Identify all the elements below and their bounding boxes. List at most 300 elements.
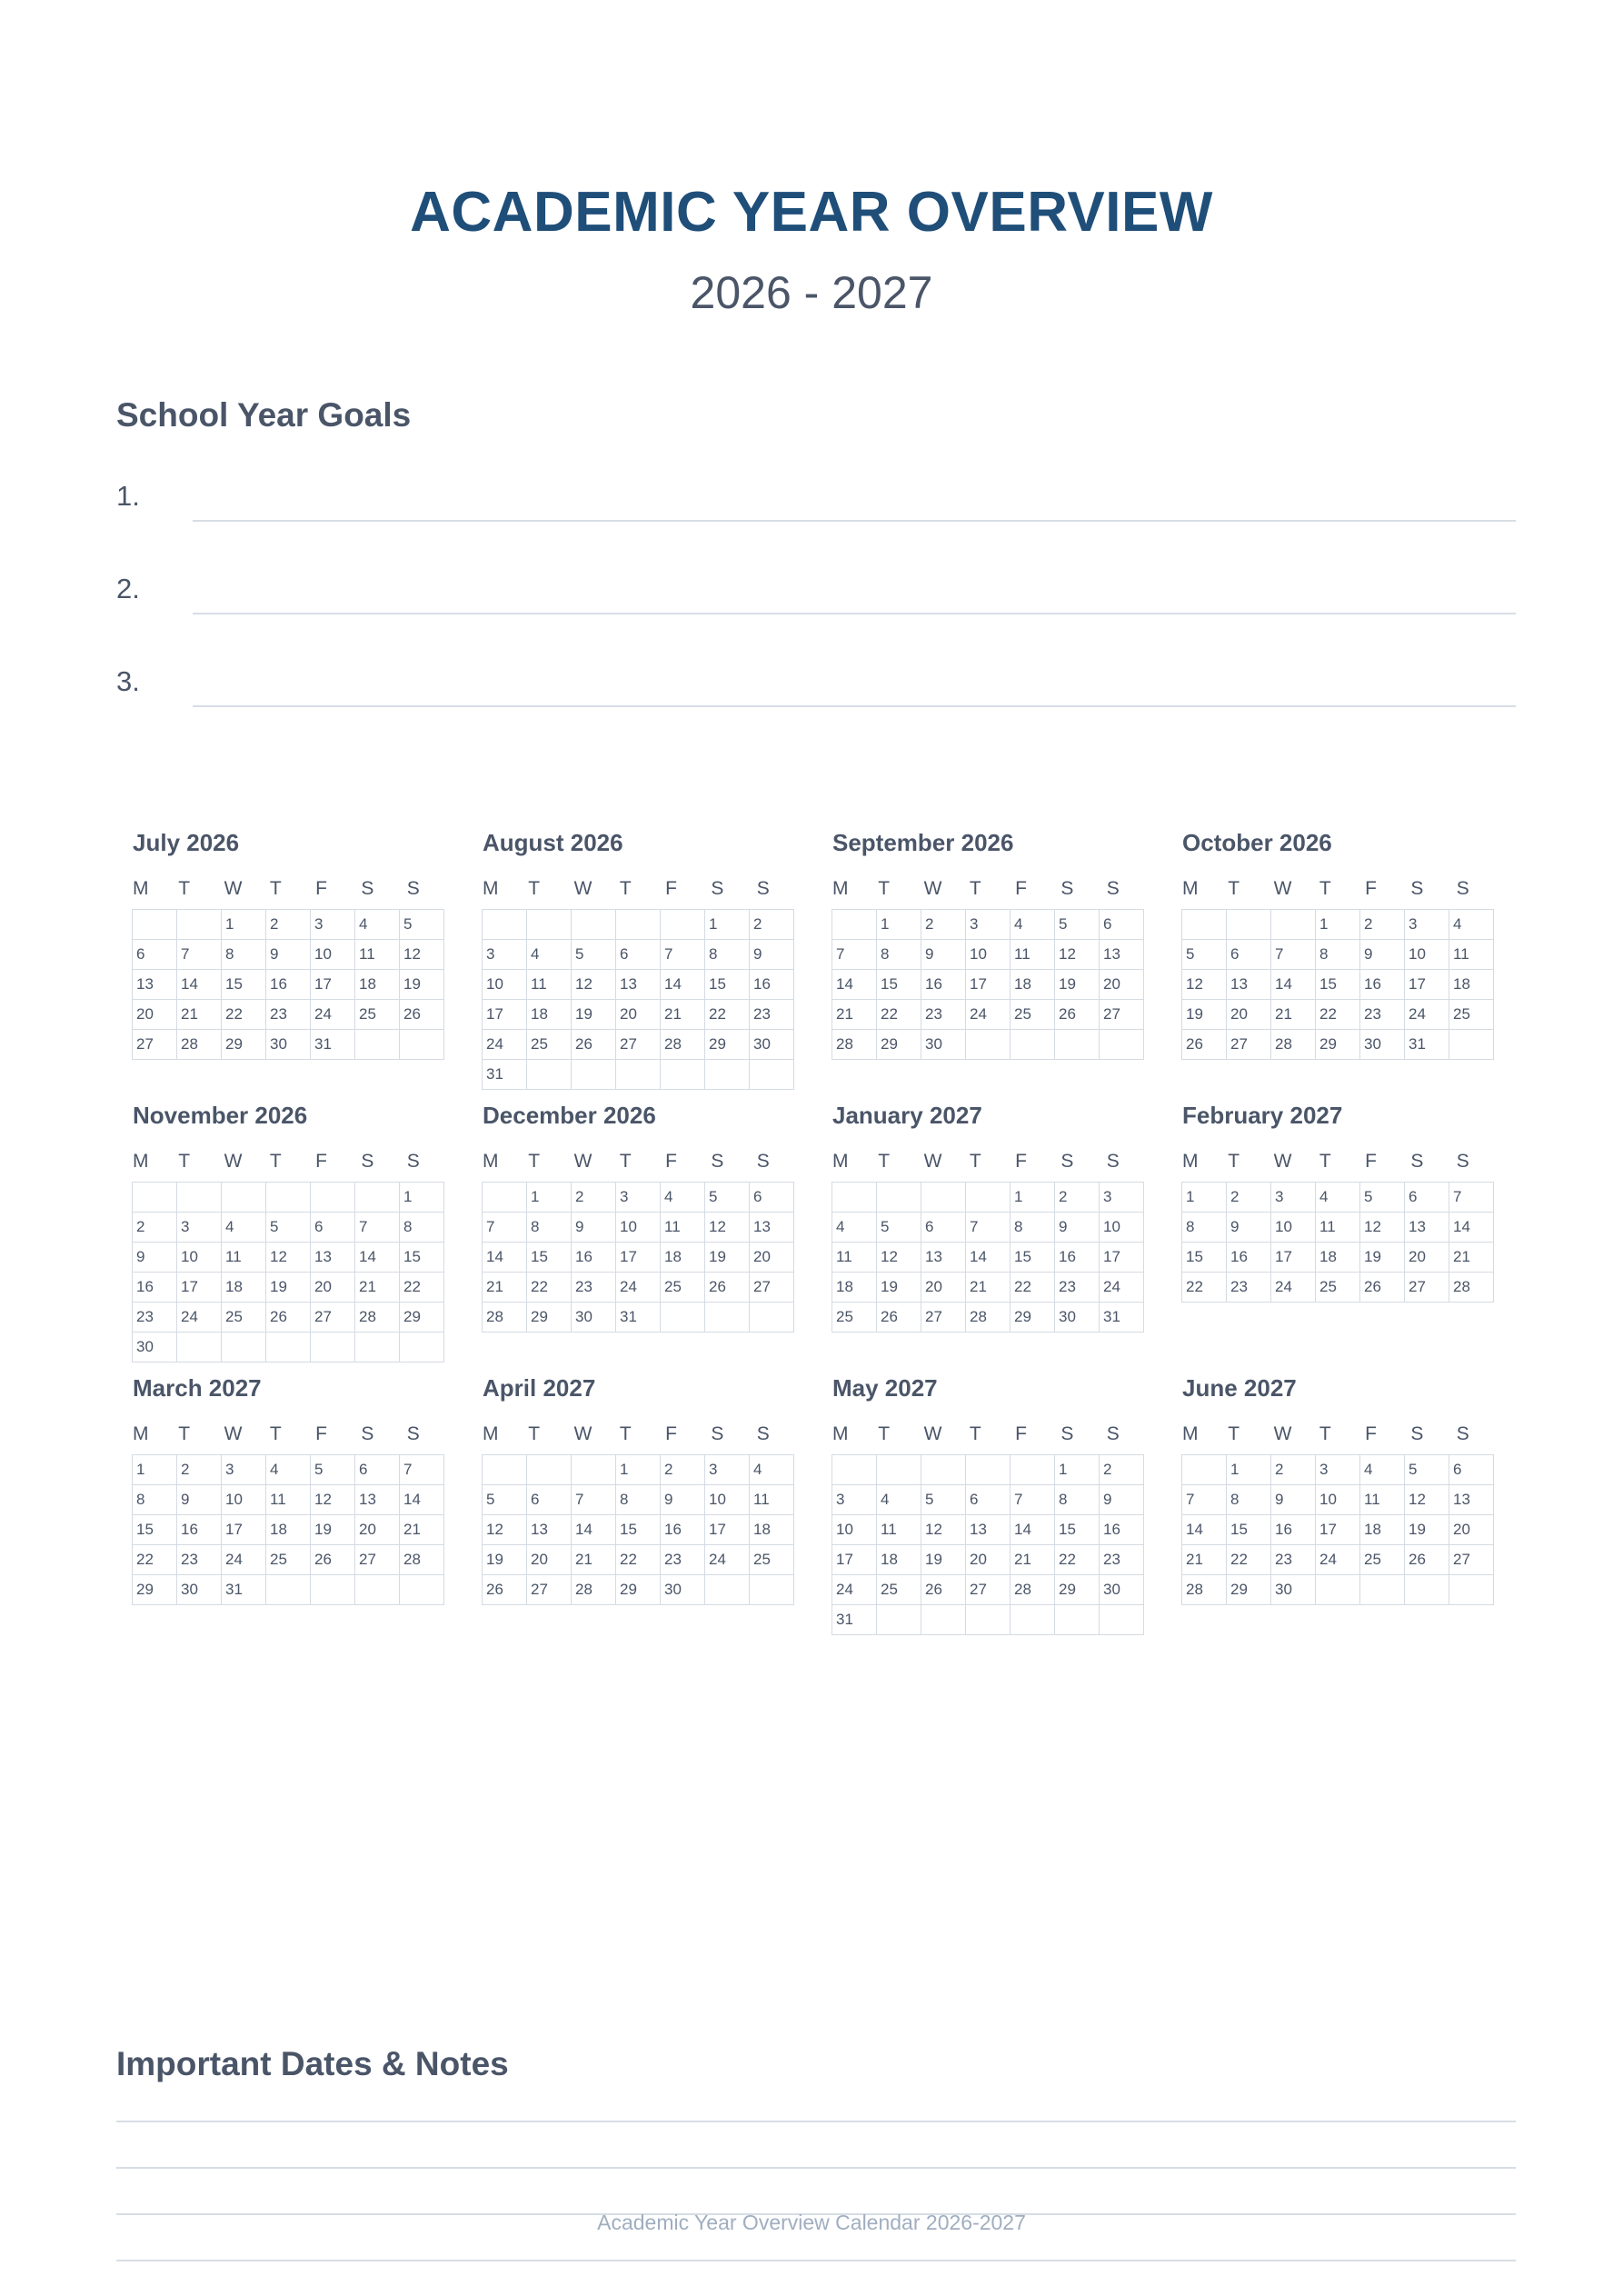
day-cell[interactable]: 29: [400, 1303, 444, 1333]
day-cell[interactable]: 6: [921, 1213, 966, 1243]
day-cell[interactable]: 8: [1055, 1485, 1100, 1515]
day-cell[interactable]: 10: [832, 1515, 877, 1545]
day-cell[interactable]: 23: [750, 1000, 794, 1030]
day-cell[interactable]: 23: [1100, 1545, 1144, 1575]
day-cell[interactable]: 30: [750, 1030, 794, 1060]
day-cell[interactable]: 22: [616, 1545, 661, 1575]
day-cell[interactable]: 12: [921, 1515, 966, 1545]
day-cell[interactable]: 20: [750, 1243, 794, 1273]
day-cell[interactable]: 3: [1100, 1183, 1144, 1213]
day-cell[interactable]: 30: [1360, 1030, 1405, 1060]
day-cell[interactable]: 23: [177, 1545, 222, 1575]
day-cell[interactable]: 17: [1271, 1243, 1316, 1273]
day-cell[interactable]: 15: [400, 1243, 444, 1273]
day-cell[interactable]: 24: [222, 1545, 266, 1575]
day-cell[interactable]: 18: [1449, 970, 1494, 1000]
day-cell[interactable]: 16: [1360, 970, 1405, 1000]
day-cell[interactable]: 11: [1449, 940, 1494, 970]
day-cell[interactable]: 5: [572, 940, 616, 970]
day-cell[interactable]: 4: [1360, 1455, 1405, 1485]
day-cell[interactable]: 14: [1271, 970, 1316, 1000]
day-cell[interactable]: 12: [311, 1485, 355, 1515]
notes-line[interactable]: [116, 2121, 1516, 2122]
day-cell[interactable]: 22: [1227, 1545, 1271, 1575]
day-cell[interactable]: 4: [355, 910, 400, 940]
day-cell[interactable]: 12: [400, 940, 444, 970]
day-cell[interactable]: 9: [177, 1485, 222, 1515]
day-cell[interactable]: 16: [1055, 1243, 1100, 1273]
day-cell[interactable]: 29: [877, 1030, 921, 1060]
day-cell[interactable]: 10: [177, 1243, 222, 1273]
day-cell[interactable]: 19: [483, 1545, 527, 1575]
day-cell[interactable]: 3: [1316, 1455, 1360, 1485]
day-cell[interactable]: 14: [1182, 1515, 1227, 1545]
day-cell[interactable]: 30: [661, 1575, 705, 1605]
day-cell[interactable]: 5: [400, 910, 444, 940]
day-cell[interactable]: 14: [1449, 1213, 1494, 1243]
day-cell[interactable]: 18: [1316, 1243, 1360, 1273]
day-cell[interactable]: 6: [1405, 1183, 1449, 1213]
day-cell[interactable]: 15: [1227, 1515, 1271, 1545]
day-cell[interactable]: 5: [266, 1213, 311, 1243]
day-cell[interactable]: 25: [1449, 1000, 1494, 1030]
day-cell[interactable]: 11: [877, 1515, 921, 1545]
day-cell[interactable]: 5: [921, 1485, 966, 1515]
day-cell[interactable]: 21: [400, 1515, 444, 1545]
day-cell[interactable]: 3: [966, 910, 1011, 940]
day-cell[interactable]: 30: [572, 1303, 616, 1333]
day-cell[interactable]: 19: [311, 1515, 355, 1545]
day-cell[interactable]: 19: [877, 1273, 921, 1303]
day-cell[interactable]: 28: [177, 1030, 222, 1060]
day-cell[interactable]: 1: [1011, 1183, 1055, 1213]
day-cell[interactable]: 2: [266, 910, 311, 940]
day-cell[interactable]: 30: [266, 1030, 311, 1060]
day-cell[interactable]: 25: [877, 1575, 921, 1605]
day-cell[interactable]: 24: [832, 1575, 877, 1605]
day-cell[interactable]: 2: [572, 1183, 616, 1213]
day-cell[interactable]: 24: [483, 1030, 527, 1060]
day-cell[interactable]: 7: [1182, 1485, 1227, 1515]
day-cell[interactable]: 27: [1405, 1273, 1449, 1303]
day-cell[interactable]: 15: [1055, 1515, 1100, 1545]
day-cell[interactable]: 27: [1100, 1000, 1144, 1030]
day-cell[interactable]: 27: [527, 1575, 572, 1605]
day-cell[interactable]: 29: [133, 1575, 177, 1605]
day-cell[interactable]: 26: [1182, 1030, 1227, 1060]
day-cell[interactable]: 9: [133, 1243, 177, 1273]
day-cell[interactable]: 26: [311, 1545, 355, 1575]
day-cell[interactable]: 2: [750, 910, 794, 940]
day-cell[interactable]: 7: [177, 940, 222, 970]
day-cell[interactable]: 13: [1227, 970, 1271, 1000]
day-cell[interactable]: 24: [1271, 1273, 1316, 1303]
day-cell[interactable]: 21: [966, 1273, 1011, 1303]
day-cell[interactable]: 25: [661, 1273, 705, 1303]
day-cell[interactable]: 3: [177, 1213, 222, 1243]
day-cell[interactable]: 2: [177, 1455, 222, 1485]
day-cell[interactable]: 28: [483, 1303, 527, 1333]
day-cell[interactable]: 16: [1227, 1243, 1271, 1273]
day-cell[interactable]: 18: [832, 1273, 877, 1303]
day-cell[interactable]: 5: [877, 1213, 921, 1243]
day-cell[interactable]: 22: [1055, 1545, 1100, 1575]
day-cell[interactable]: 26: [1405, 1545, 1449, 1575]
day-cell[interactable]: 2: [1100, 1455, 1144, 1485]
day-cell[interactable]: 26: [1360, 1273, 1405, 1303]
day-cell[interactable]: 9: [1271, 1485, 1316, 1515]
day-cell[interactable]: 8: [877, 940, 921, 970]
day-cell[interactable]: 24: [1316, 1545, 1360, 1575]
day-cell[interactable]: 17: [177, 1273, 222, 1303]
day-cell[interactable]: 27: [966, 1575, 1011, 1605]
day-cell[interactable]: 27: [1449, 1545, 1494, 1575]
goal-line[interactable]: [193, 705, 1516, 707]
day-cell[interactable]: 18: [877, 1545, 921, 1575]
day-cell[interactable]: 11: [1360, 1485, 1405, 1515]
day-cell[interactable]: 6: [311, 1213, 355, 1243]
day-cell[interactable]: 20: [311, 1273, 355, 1303]
day-cell[interactable]: 18: [266, 1515, 311, 1545]
day-cell[interactable]: 18: [1011, 970, 1055, 1000]
day-cell[interactable]: 18: [222, 1273, 266, 1303]
day-cell[interactable]: 9: [750, 940, 794, 970]
day-cell[interactable]: 15: [1316, 970, 1360, 1000]
day-cell[interactable]: 25: [527, 1030, 572, 1060]
day-cell[interactable]: 26: [483, 1575, 527, 1605]
day-cell[interactable]: 25: [1360, 1545, 1405, 1575]
day-cell[interactable]: 24: [705, 1545, 750, 1575]
day-cell[interactable]: 22: [222, 1000, 266, 1030]
day-cell[interactable]: 1: [1316, 910, 1360, 940]
day-cell[interactable]: 27: [133, 1030, 177, 1060]
day-cell[interactable]: 20: [1100, 970, 1144, 1000]
day-cell[interactable]: 19: [921, 1545, 966, 1575]
day-cell[interactable]: 19: [1182, 1000, 1227, 1030]
day-cell[interactable]: 22: [1316, 1000, 1360, 1030]
day-cell[interactable]: 6: [616, 940, 661, 970]
day-cell[interactable]: 19: [266, 1273, 311, 1303]
day-cell[interactable]: 3: [311, 910, 355, 940]
day-cell[interactable]: 13: [921, 1243, 966, 1273]
day-cell[interactable]: 21: [1011, 1545, 1055, 1575]
day-cell[interactable]: 1: [527, 1183, 572, 1213]
day-cell[interactable]: 27: [921, 1303, 966, 1333]
day-cell[interactable]: 28: [832, 1030, 877, 1060]
day-cell[interactable]: 1: [1227, 1455, 1271, 1485]
day-cell[interactable]: 17: [966, 970, 1011, 1000]
day-cell[interactable]: 9: [1055, 1213, 1100, 1243]
day-cell[interactable]: 10: [483, 970, 527, 1000]
day-cell[interactable]: 20: [355, 1515, 400, 1545]
day-cell[interactable]: 22: [705, 1000, 750, 1030]
day-cell[interactable]: 4: [832, 1213, 877, 1243]
day-cell[interactable]: 2: [661, 1455, 705, 1485]
day-cell[interactable]: 27: [1227, 1030, 1271, 1060]
day-cell[interactable]: 16: [266, 970, 311, 1000]
day-cell[interactable]: 17: [483, 1000, 527, 1030]
day-cell[interactable]: 20: [1449, 1515, 1494, 1545]
day-cell[interactable]: 19: [1360, 1243, 1405, 1273]
day-cell[interactable]: 23: [921, 1000, 966, 1030]
day-cell[interactable]: 7: [661, 940, 705, 970]
day-cell[interactable]: 30: [1100, 1575, 1144, 1605]
day-cell[interactable]: 27: [616, 1030, 661, 1060]
goal-line[interactable]: [193, 520, 1516, 522]
day-cell[interactable]: 22: [877, 1000, 921, 1030]
day-cell[interactable]: 5: [1055, 910, 1100, 940]
day-cell[interactable]: 22: [1182, 1273, 1227, 1303]
day-cell[interactable]: 14: [966, 1243, 1011, 1273]
day-cell[interactable]: 10: [1271, 1213, 1316, 1243]
day-cell[interactable]: 17: [311, 970, 355, 1000]
day-cell[interactable]: 30: [921, 1030, 966, 1060]
day-cell[interactable]: 4: [1449, 910, 1494, 940]
day-cell[interactable]: 7: [832, 940, 877, 970]
day-cell[interactable]: 7: [1271, 940, 1316, 970]
day-cell[interactable]: 20: [966, 1545, 1011, 1575]
day-cell[interactable]: 27: [750, 1273, 794, 1303]
day-cell[interactable]: 13: [750, 1213, 794, 1243]
day-cell[interactable]: 30: [133, 1333, 177, 1363]
day-cell[interactable]: 28: [1271, 1030, 1316, 1060]
day-cell[interactable]: 5: [483, 1485, 527, 1515]
day-cell[interactable]: 20: [133, 1000, 177, 1030]
day-cell[interactable]: 31: [832, 1605, 877, 1635]
day-cell[interactable]: 11: [527, 970, 572, 1000]
day-cell[interactable]: 8: [222, 940, 266, 970]
day-cell[interactable]: 18: [355, 970, 400, 1000]
day-cell[interactable]: 1: [877, 910, 921, 940]
day-cell[interactable]: 21: [661, 1000, 705, 1030]
day-cell[interactable]: 12: [1055, 940, 1100, 970]
day-cell[interactable]: 9: [661, 1485, 705, 1515]
day-cell[interactable]: 8: [1227, 1485, 1271, 1515]
day-cell[interactable]: 12: [1360, 1213, 1405, 1243]
day-cell[interactable]: 12: [877, 1243, 921, 1273]
day-cell[interactable]: 3: [616, 1183, 661, 1213]
day-cell[interactable]: 31: [616, 1303, 661, 1333]
day-cell[interactable]: 6: [1449, 1455, 1494, 1485]
day-cell[interactable]: 23: [266, 1000, 311, 1030]
day-cell[interactable]: 17: [1316, 1515, 1360, 1545]
day-cell[interactable]: 8: [1011, 1213, 1055, 1243]
day-cell[interactable]: 14: [355, 1243, 400, 1273]
day-cell[interactable]: 1: [1055, 1455, 1100, 1485]
day-cell[interactable]: 5: [1360, 1183, 1405, 1213]
day-cell[interactable]: 13: [1449, 1485, 1494, 1515]
notes-line[interactable]: [116, 2167, 1516, 2169]
day-cell[interactable]: 8: [400, 1213, 444, 1243]
day-cell[interactable]: 8: [705, 940, 750, 970]
day-cell[interactable]: 24: [966, 1000, 1011, 1030]
day-cell[interactable]: 29: [1011, 1303, 1055, 1333]
day-cell[interactable]: 17: [832, 1545, 877, 1575]
day-cell[interactable]: 26: [705, 1273, 750, 1303]
day-cell[interactable]: 23: [133, 1303, 177, 1333]
day-cell[interactable]: 6: [750, 1183, 794, 1213]
day-cell[interactable]: 9: [266, 940, 311, 970]
day-cell[interactable]: 4: [222, 1213, 266, 1243]
day-cell[interactable]: 16: [177, 1515, 222, 1545]
day-cell[interactable]: 19: [400, 970, 444, 1000]
day-cell[interactable]: 3: [1405, 910, 1449, 940]
day-cell[interactable]: 17: [1100, 1243, 1144, 1273]
day-cell[interactable]: 10: [616, 1213, 661, 1243]
day-cell[interactable]: 7: [1449, 1183, 1494, 1213]
day-cell[interactable]: 28: [1011, 1575, 1055, 1605]
day-cell[interactable]: 9: [1100, 1485, 1144, 1515]
day-cell[interactable]: 22: [133, 1545, 177, 1575]
day-cell[interactable]: 6: [966, 1485, 1011, 1515]
day-cell[interactable]: 2: [921, 910, 966, 940]
day-cell[interactable]: 8: [1182, 1213, 1227, 1243]
day-cell[interactable]: 28: [1182, 1575, 1227, 1605]
day-cell[interactable]: 25: [750, 1545, 794, 1575]
day-cell[interactable]: 4: [750, 1455, 794, 1485]
day-cell[interactable]: 20: [1405, 1243, 1449, 1273]
day-cell[interactable]: 24: [311, 1000, 355, 1030]
day-cell[interactable]: 27: [311, 1303, 355, 1333]
day-cell[interactable]: 4: [661, 1183, 705, 1213]
day-cell[interactable]: 1: [400, 1183, 444, 1213]
day-cell[interactable]: 8: [616, 1485, 661, 1515]
day-cell[interactable]: 31: [1405, 1030, 1449, 1060]
day-cell[interactable]: 23: [1055, 1273, 1100, 1303]
day-cell[interactable]: 13: [966, 1515, 1011, 1545]
day-cell[interactable]: 20: [616, 1000, 661, 1030]
day-cell[interactable]: 10: [1405, 940, 1449, 970]
day-cell[interactable]: 16: [1100, 1515, 1144, 1545]
day-cell[interactable]: 29: [705, 1030, 750, 1060]
day-cell[interactable]: 23: [1271, 1545, 1316, 1575]
day-cell[interactable]: 11: [750, 1485, 794, 1515]
day-cell[interactable]: 28: [1449, 1273, 1494, 1303]
day-cell[interactable]: 8: [527, 1213, 572, 1243]
day-cell[interactable]: 31: [483, 1060, 527, 1090]
day-cell[interactable]: 14: [483, 1243, 527, 1273]
day-cell[interactable]: 16: [133, 1273, 177, 1303]
day-cell[interactable]: 28: [400, 1545, 444, 1575]
day-cell[interactable]: 4: [877, 1485, 921, 1515]
day-cell[interactable]: 7: [572, 1485, 616, 1515]
day-cell[interactable]: 9: [1360, 940, 1405, 970]
day-cell[interactable]: 11: [832, 1243, 877, 1273]
day-cell[interactable]: 7: [400, 1455, 444, 1485]
day-cell[interactable]: 30: [1055, 1303, 1100, 1333]
day-cell[interactable]: 13: [1100, 940, 1144, 970]
day-cell[interactable]: 7: [966, 1213, 1011, 1243]
day-cell[interactable]: 21: [572, 1545, 616, 1575]
day-cell[interactable]: 14: [832, 970, 877, 1000]
day-cell[interactable]: 16: [572, 1243, 616, 1273]
day-cell[interactable]: 11: [222, 1243, 266, 1273]
day-cell[interactable]: 10: [966, 940, 1011, 970]
day-cell[interactable]: 26: [877, 1303, 921, 1333]
day-cell[interactable]: 10: [1316, 1485, 1360, 1515]
day-cell[interactable]: 16: [661, 1515, 705, 1545]
day-cell[interactable]: 17: [222, 1515, 266, 1545]
day-cell[interactable]: 13: [616, 970, 661, 1000]
day-cell[interactable]: 7: [1011, 1485, 1055, 1515]
day-cell[interactable]: 11: [661, 1213, 705, 1243]
day-cell[interactable]: 30: [177, 1575, 222, 1605]
day-cell[interactable]: 4: [1316, 1183, 1360, 1213]
day-cell[interactable]: 24: [177, 1303, 222, 1333]
day-cell[interactable]: 28: [572, 1575, 616, 1605]
day-cell[interactable]: 14: [400, 1485, 444, 1515]
day-cell[interactable]: 1: [1182, 1183, 1227, 1213]
day-cell[interactable]: 31: [311, 1030, 355, 1060]
day-cell[interactable]: 18: [750, 1515, 794, 1545]
day-cell[interactable]: 14: [1011, 1515, 1055, 1545]
day-cell[interactable]: 2: [1360, 910, 1405, 940]
day-cell[interactable]: 5: [1405, 1455, 1449, 1485]
day-cell[interactable]: 25: [222, 1303, 266, 1333]
day-cell[interactable]: 4: [1011, 910, 1055, 940]
day-cell[interactable]: 13: [311, 1243, 355, 1273]
day-cell[interactable]: 13: [355, 1485, 400, 1515]
day-cell[interactable]: 15: [1011, 1243, 1055, 1273]
day-cell[interactable]: 21: [1271, 1000, 1316, 1030]
day-cell[interactable]: 13: [1405, 1213, 1449, 1243]
day-cell[interactable]: 25: [1011, 1000, 1055, 1030]
day-cell[interactable]: 6: [527, 1485, 572, 1515]
day-cell[interactable]: 21: [832, 1000, 877, 1030]
day-cell[interactable]: 3: [1271, 1183, 1316, 1213]
day-cell[interactable]: 13: [527, 1515, 572, 1545]
day-cell[interactable]: 25: [355, 1000, 400, 1030]
day-cell[interactable]: 18: [1360, 1515, 1405, 1545]
day-cell[interactable]: 18: [527, 1000, 572, 1030]
day-cell[interactable]: 15: [527, 1243, 572, 1273]
notes-line[interactable]: [116, 2260, 1516, 2261]
day-cell[interactable]: 15: [616, 1515, 661, 1545]
day-cell[interactable]: 1: [705, 910, 750, 940]
day-cell[interactable]: 16: [921, 970, 966, 1000]
day-cell[interactable]: 26: [400, 1000, 444, 1030]
day-cell[interactable]: 15: [877, 970, 921, 1000]
day-cell[interactable]: 2: [1055, 1183, 1100, 1213]
day-cell[interactable]: 12: [705, 1213, 750, 1243]
day-cell[interactable]: 14: [177, 970, 222, 1000]
day-cell[interactable]: 14: [572, 1515, 616, 1545]
day-cell[interactable]: 29: [1055, 1575, 1100, 1605]
day-cell[interactable]: 24: [1405, 1000, 1449, 1030]
day-cell[interactable]: 19: [1405, 1515, 1449, 1545]
day-cell[interactable]: 4: [527, 940, 572, 970]
day-cell[interactable]: 16: [1271, 1515, 1316, 1545]
day-cell[interactable]: 18: [661, 1243, 705, 1273]
day-cell[interactable]: 28: [966, 1303, 1011, 1333]
day-cell[interactable]: 5: [311, 1455, 355, 1485]
day-cell[interactable]: 25: [1316, 1273, 1360, 1303]
day-cell[interactable]: 22: [1011, 1273, 1055, 1303]
day-cell[interactable]: 28: [661, 1030, 705, 1060]
day-cell[interactable]: 9: [921, 940, 966, 970]
day-cell[interactable]: 17: [705, 1515, 750, 1545]
day-cell[interactable]: 1: [616, 1455, 661, 1485]
day-cell[interactable]: 11: [266, 1485, 311, 1515]
day-cell[interactable]: 24: [616, 1273, 661, 1303]
day-cell[interactable]: 3: [222, 1455, 266, 1485]
day-cell[interactable]: 3: [705, 1455, 750, 1485]
day-cell[interactable]: 26: [1055, 1000, 1100, 1030]
day-cell[interactable]: 14: [661, 970, 705, 1000]
day-cell[interactable]: 17: [616, 1243, 661, 1273]
day-cell[interactable]: 1: [222, 910, 266, 940]
day-cell[interactable]: 25: [266, 1545, 311, 1575]
